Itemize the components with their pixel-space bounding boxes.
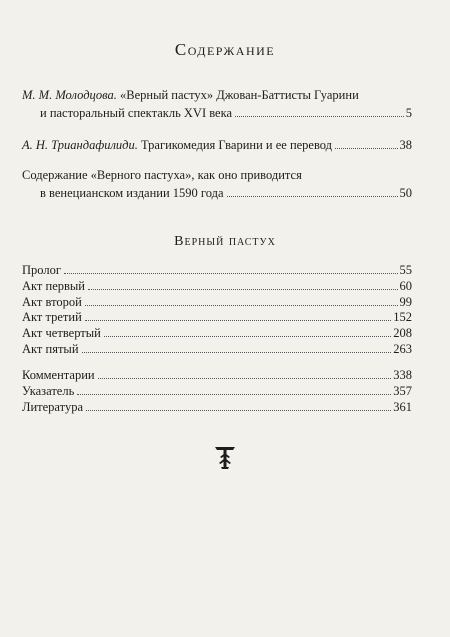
entry-title: Трагикомедия Гварини и ее перевод (140, 138, 333, 152)
page-number: 50 (399, 186, 412, 200)
toc-item-act-3 (22, 310, 412, 326)
toc-item-label: Акт второй (22, 294, 82, 309)
toc-entry-molodtsova (22, 86, 412, 122)
toc-item-prologue (22, 263, 412, 279)
toc-item-label: Акт четвертый (22, 326, 101, 341)
toc-item-act-2 (22, 295, 412, 311)
dot-leader (77, 394, 391, 395)
page-number: 338 (393, 368, 412, 382)
page-number: 263 (393, 341, 412, 356)
entry-author: М. М. Молодцова. (22, 88, 117, 102)
dot-leader (85, 320, 391, 321)
page-number: 152 (393, 310, 412, 325)
toc-item-act-5 (22, 342, 412, 358)
entry-author: А. Н. Триандафилиди. (22, 138, 138, 152)
entry-line (22, 104, 412, 122)
page-number: 361 (393, 399, 412, 414)
contents-title: Содержание (174, 40, 276, 59)
page-number: 60 (399, 278, 412, 293)
dot-leader (88, 289, 397, 290)
toc-entry-triandafilidi (22, 136, 412, 154)
back-matter-list (22, 368, 412, 415)
toc-item-act-1 (22, 279, 412, 295)
page-number: 208 (393, 326, 412, 341)
dot-leader (86, 410, 391, 411)
dot-leader (82, 352, 392, 353)
entry-title-continued: в венецианском издании 1590 года (40, 186, 224, 200)
printer-ornament-icon (212, 445, 238, 471)
entry-line (22, 86, 412, 104)
dot-leader (335, 148, 397, 149)
toc-item-label: Акт первый (22, 278, 86, 293)
toc-item-label: Комментарии (22, 368, 95, 382)
page-number: 55 (399, 263, 412, 277)
toc-item-index (22, 384, 412, 400)
toc-item-act-4 (22, 326, 412, 342)
dot-leader (64, 273, 398, 274)
dot-leader (227, 196, 398, 197)
dot-leader (85, 305, 398, 306)
toc-entry-summary (22, 166, 412, 202)
page-number: 99 (399, 294, 412, 309)
page-number: 357 (393, 383, 412, 398)
section-title: Верный пастух (174, 234, 276, 249)
page-number: 38 (399, 138, 412, 152)
toc-item-label: Акт пятый (22, 341, 79, 356)
dot-leader (98, 378, 392, 379)
entry-line (22, 184, 412, 202)
toc-item-label: Указатель (22, 383, 75, 398)
toc-item-label: Пролог (22, 263, 61, 277)
acts-list (22, 263, 412, 358)
dot-leader (104, 336, 391, 337)
toc-item-commentary (22, 368, 412, 384)
entry-line (22, 136, 412, 154)
page-number: 5 (405, 106, 412, 120)
entry-title: Содержание «Верного пастуха», как оно приводится (22, 168, 302, 182)
toc-item-literature (22, 400, 412, 416)
toc-item-label: Литература (22, 399, 83, 414)
entry-title-continued: и пасторальный спектакль XVI века (40, 106, 233, 120)
entry-title: «Верный пастух» Джован-Баттисты Гуарини (120, 88, 359, 102)
dot-leader (235, 116, 404, 117)
toc-item-label: Акт третий (22, 310, 82, 325)
entry-line (22, 166, 412, 184)
